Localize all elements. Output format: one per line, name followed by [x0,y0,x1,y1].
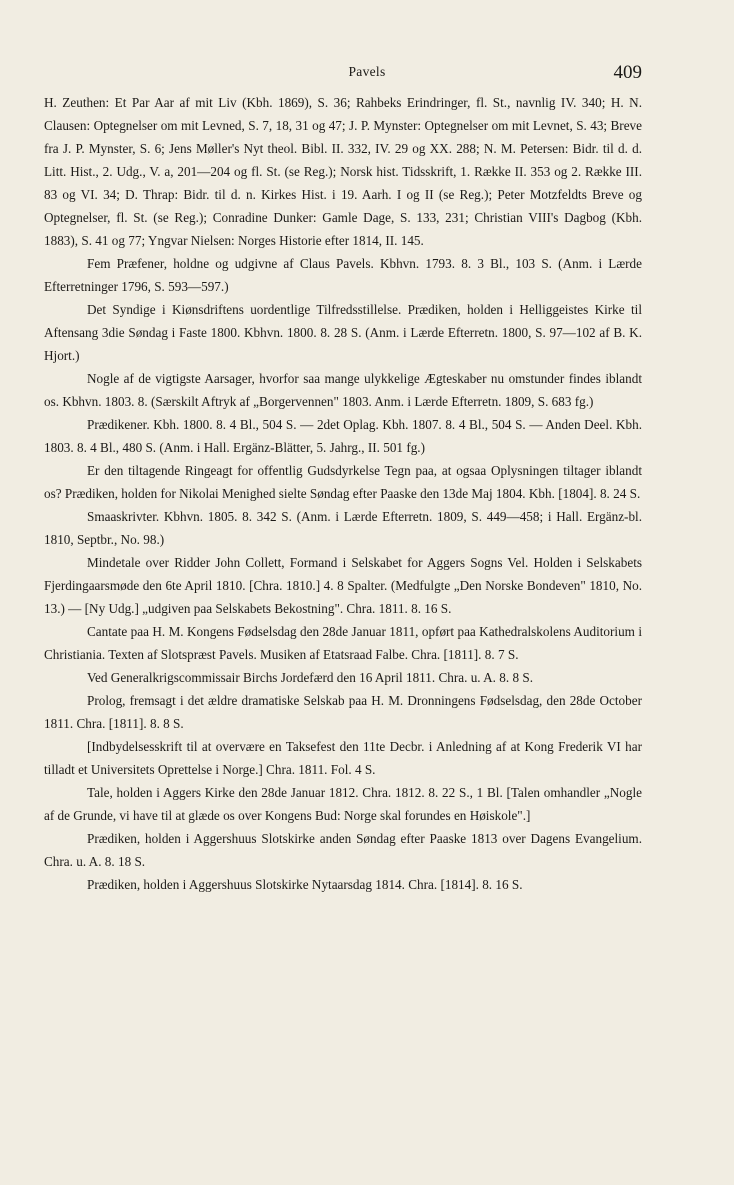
bibliography-entry: Prolog, fremsagt i det ældre dramatiske Selskab paa H. M. Dronningens Fødselsdag, den 28de October 1811. Chra. [1811]. 8. 8 S. [44,693,642,731]
bibliography-entry: Nogle af de vigtigste Aarsager, hvorfor saa mange ulykkelige Ægteskaber nu omstunder findes iblandt os. Kbhvn. 1803. 8. (Særskilt Aftryk af „Borgervennen" 1803. Anm. i Lærde Efterretn. 1809, S. 683 fg.) [44,371,642,409]
bibliography-entry: Ved Generalkrigscommissair Birchs Jordefærd den 16 April 1811. Chra. u. A. 8. 8 S. [87,670,533,685]
bibliography-entry: Prædikener. Kbh. 1800. 8. 4 Bl., 504 S. — 2det Oplag. Kbh. 1807. 8. 4 Bl., 504 S. — Anden Deel. Kbh. 1803. 8. 4 Bl., 480 S. (Anm. i Hall. Ergänz-Blätter, 5. Jahrg., II. 501 fg.) [44,417,642,455]
reference-continuation: H. Zeuthen: Et Par Aar af mit Liv (Kbh. 1869), S. 36; Rahbeks Erindringer, fl. St., navnlig IV. 340; H. N. Clausen: Optegnelser om mit Levned, S. 7, 18, 31 og 47; J. P. Mynster: Optegnelser om mit Levnet, S. 43; Breve fra J. P. Mynster, S. 6; Jens Møller's Nyt theol. Bibl. II. 332, IV. 29 og XX. 288; N. M. Petersen: Bidr. til d. d. Litt. Hist., 2. Udg., V. a, 201—204 og fl. St. (se Reg.); Norsk hist. Tidsskrift, 1. Række II. 353 og 2. Række III. 83 og VI. 34; D. Thrap: Bidr. til d. n. Kirkes Hist. i 19. Aarh. I og II (se Reg.); Peter Motzfeldts Breve og Optegnelser, fl. St. (se Reg.); Conradine Dunker: Gamle Dage, S. 133, 231; Christian VIII's Dagbog (Kbh. 1883), S. 41 og 77; Yngvar Nielsen: Norges Historie efter 1814, II. 145. [44,95,642,248]
bibliography-entry: Prædiken, holden i Aggershuus Slotskirke anden Søndag efter Paaske 1813 over Dagens Evangelium. Chra. u. A. 8. 18 S. [44,831,642,869]
bibliography-list [44,91,642,896]
bibliography-entry: Smaaskrivter. Kbhvn. 1805. 8. 342 S. (Anm. i Lærde Efterretn. 1809, S. 449—458; i Hall. Ergänz-bl. 1810, Septbr., No. 98.) [44,509,642,547]
page-number: 409 [613,62,642,83]
running-title: Pavels [348,64,386,79]
bibliography-entry: Er den tiltagende Ringeagt for offentlig Gudsdyrkelse Tegn paa, at ogsaa Oplysningen tiltager iblandt os? Prædiken, holden for Nikolai Menighed sielte Søndag efter Paaske den 13de Maj 1804. Kbh. [1804]. 8. 24 S. [44,463,642,501]
running-header [0,62,734,86]
bibliography-entry: Prædiken, holden i Aggershuus Slotskirke Nytaarsdag 1814. Chra. [1814]. 8. 16 S. [87,877,523,892]
bibliography-entry: [Indbydelsesskrift til at overvære en Taksefest den 11te Decbr. i Anledning af at Kong Frederik VI har tilladt et Universitets Oprettelse i Norge.] Chra. 1811. Fol. 4 S. [44,739,642,777]
bibliography-entry: Cantate paa H. M. Kongens Fødselsdag den 28de Januar 1811, opført paa Kathedralskolens Auditorium i Christiania. Texten af Slotspræst Pavels. Musiken af Etatsraad Falbe. Chra. [1811]. 8. 7 S. [44,624,642,662]
bibliography-entry: Fem Præfener, holdne og udgivne af Claus Pavels. Kbhvn. 1793. 8. 3 Bl., 103 S. (Anm. i Lærde Efterretninger 1796, S. 593—597.) [44,256,642,294]
bibliography-entry: Det Syndige i Kiønsdriftens uordentlige Tilfredsstillelse. Prædiken, holden i Helliggeistes Kirke til Aftensang 3die Søndag i Faste 1800. Kbhvn. 1800. 8. 28 S. (Anm. i Lærde Efterretn. 1800, S. 97—102 af B. K. Hjort.) [44,302,642,363]
bibliography-entry: Mindetale over Ridder John Collett, Formand i Selskabet for Aggers Sogns Vel. Holden i Selskabets Fjerdingaarsmøde den 6te April 1810. [Chra. 1810.] 4. 8 Spalter. (Medfulgte „Den Norske Bondeven" 1810, No. 13.) — [Ny Udg.] „udgiven paa Selskabets Bekostning". Chra. 1811. 8. 16 S. [44,555,642,616]
bibliography-entry: Tale, holden i Aggers Kirke den 28de Januar 1812. Chra. 1812. 8. 22 S., 1 Bl. [Talen omhandler „Nogle af de Grunde, vi have til at glæde os over Kongens Bud: Norge skal forundes en Høiskole".] [44,785,642,823]
